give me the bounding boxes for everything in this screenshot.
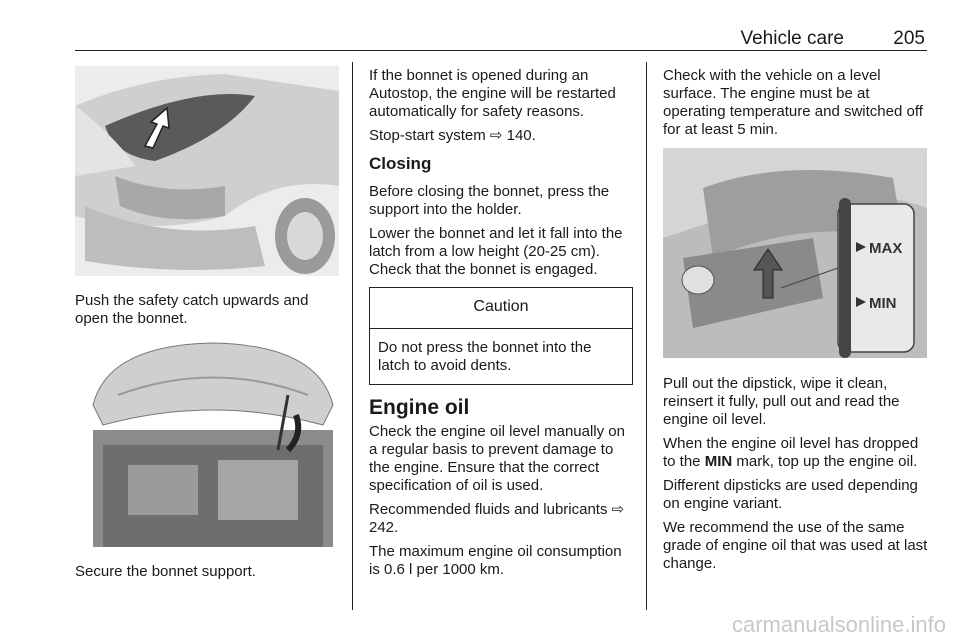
caution-text: Do not press the bonnet into the latch to avoid dents. xyxy=(378,339,592,374)
watermark: carmanualsonline.info xyxy=(731,612,946,637)
section-title: Vehicle care xyxy=(740,28,844,49)
column-divider xyxy=(352,62,353,610)
stop-start-reference: Stop-start system ⇨ 140. xyxy=(369,127,536,144)
level-check-paragraph: Check with the vehicle on a level surface. The engine must be at operating temperature and switched off for at least 5 min. xyxy=(663,67,923,138)
engine-oil-paragraph: Check the engine oil level manually on a regular basis to prevent damage to the engine. Ensure that the correct specification of oil is used. xyxy=(369,423,625,494)
dipstick-max-label: MAX xyxy=(869,240,903,257)
column-3-text xyxy=(663,67,927,145)
top-up-paragraph: When the engine oil level has dropped to the MIN mark, top up the engine oil. xyxy=(663,435,919,470)
page-number: 205 xyxy=(893,28,925,49)
fluids-reference: Recommended fluids and lubricants ⇨ 242. xyxy=(369,501,625,536)
caution-box xyxy=(369,287,633,385)
caption-bonnet-support: Secure the bonnet support. xyxy=(75,563,256,580)
min-mark-bold: MIN xyxy=(704,453,733,470)
column-3-text-2 xyxy=(663,375,929,579)
bonnet-support-illustration xyxy=(88,335,338,547)
column-1-text xyxy=(75,292,341,334)
caution-title: Caution xyxy=(370,288,632,329)
page-header xyxy=(75,22,927,51)
dipstick-variant-paragraph: Different dipsticks are used depending on engine variant. xyxy=(663,477,918,512)
autostop-paragraph: If the bonnet is opened during an Autostop, the engine will be restarted automatically for safety reasons. xyxy=(369,67,616,120)
dipstick-paragraph: Pull out the dipstick, wipe it clean, reinsert it fully, pull out and read the engine oil level. xyxy=(663,375,900,428)
column-divider xyxy=(646,62,647,610)
column-2-text xyxy=(369,67,633,585)
bonnet-open-illustration xyxy=(75,66,339,276)
closing-paragraph-1: Before closing the bonnet, press the support into the holder. xyxy=(369,183,610,218)
column-1-text-2 xyxy=(75,563,341,587)
oil-grade-paragraph: We recommend the use of the same grade of engine oil that was used at last change. xyxy=(663,519,928,572)
dipstick-illustration xyxy=(663,148,927,358)
engine-oil-heading: Engine oil xyxy=(369,396,470,419)
closing-heading: Closing xyxy=(369,154,432,173)
caption-open-bonnet: Push the safety catch upwards and open the bonnet. xyxy=(75,292,309,327)
oil-consumption-paragraph: The maximum engine oil consumption is 0.6 l per 1000 km. xyxy=(369,543,622,578)
closing-paragraph-2: Lower the bonnet and let it fall into the latch from a low height (20-25 cm). Check that the bonnet is engaged. xyxy=(369,225,623,278)
dipstick-min-label: MIN xyxy=(869,295,897,312)
